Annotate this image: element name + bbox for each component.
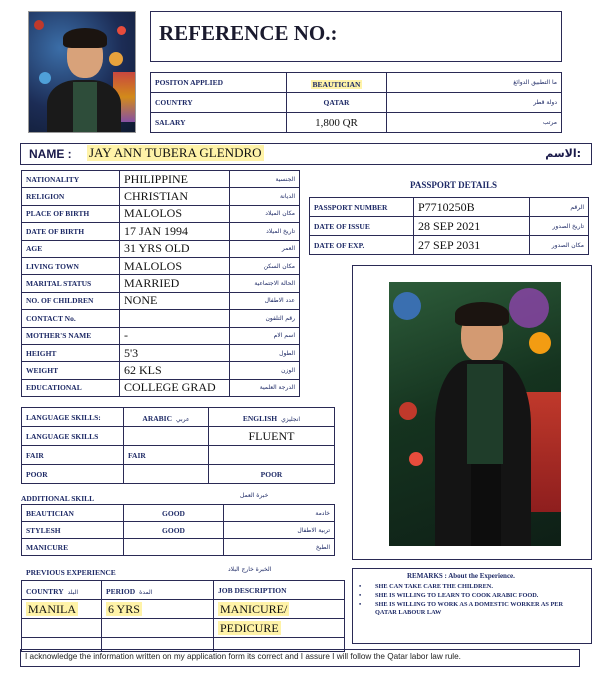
passport-label-ar: تاريخ الصدور — [530, 217, 589, 236]
language-english-poor: POOR — [209, 465, 335, 484]
additional-value — [124, 539, 224, 556]
remarks-item — [359, 601, 585, 617]
personal-label: NO. OF CHILDREN — [22, 292, 120, 309]
remarks-title: REMARKS — [407, 572, 443, 580]
personal-label-ar: اسم الام — [230, 327, 300, 344]
personal-row — [22, 344, 300, 361]
footer-box — [20, 649, 580, 667]
personal-label: NATIONALITY — [22, 171, 120, 188]
personal-row — [22, 257, 300, 274]
personal-label: MOTHER'S NAME — [22, 327, 120, 344]
personal-label: WEIGHT — [22, 362, 120, 379]
passport-label: DATE OF EXP. — [310, 236, 414, 255]
personal-value: 62 KLS — [120, 362, 230, 379]
passport-label: PASSPORT NUMBER — [310, 198, 414, 217]
personal-value: 17 JAN 1994 — [120, 223, 230, 240]
personal-label-ar: العمر — [230, 240, 300, 257]
additional-label: MANICURE — [22, 539, 124, 556]
additional-row — [22, 505, 335, 522]
remarks-item-text: SHE IS WILLING TO WORK AS A DOMESTIC WORKER AS PER QATAR LABOUR LAW — [375, 601, 564, 616]
personal-value: COLLEGE GRAD — [120, 379, 230, 396]
personal-row — [22, 292, 300, 309]
salary-value: 1,800 QR — [287, 113, 387, 133]
additional-label: BEAUTICIAN — [22, 505, 124, 522]
name-bar — [20, 143, 592, 165]
personal-value: MARRIED — [120, 275, 230, 292]
additional-label: STYLESH — [22, 522, 124, 539]
personal-value: NONE — [120, 292, 230, 309]
passport-row — [310, 198, 589, 217]
reference-title: REFERENCE NO.: — [159, 21, 338, 45]
additional-label-ar: تربية الاطفال — [224, 522, 335, 539]
language-header-1: LANGUAGE SKILLS: — [22, 408, 124, 427]
exp-country-header: COUNTRY — [26, 587, 64, 596]
experience-title: PREVIOUS EXPERIENCE — [26, 568, 116, 577]
personal-label: CONTACT No. — [22, 310, 120, 327]
salary-label: SALARY — [151, 113, 287, 133]
language-row2-label: FAIR — [22, 446, 124, 465]
additional-label-ar: خادمة — [224, 505, 335, 522]
bullet-icon: • — [359, 601, 362, 608]
personal-label-ar: الجنسية — [230, 171, 300, 188]
personal-label-ar: الوزن — [230, 362, 300, 379]
name-label: NAME : — [29, 147, 72, 161]
position-label: POSITON APPLIED — [151, 73, 287, 93]
salary-ar: مرتب — [387, 113, 562, 133]
exp-job-value-2: PEDICURE — [220, 621, 279, 635]
personal-row — [22, 310, 300, 327]
personal-value: CHRISTIAN — [120, 188, 230, 205]
remarks-item — [359, 592, 585, 600]
personal-row — [22, 327, 300, 344]
personal-row — [22, 379, 300, 396]
personal-value: PHILIPPINE — [120, 171, 230, 188]
personal-value — [120, 310, 230, 327]
exp-period-header-ar: المدة — [139, 589, 153, 596]
experience-table — [21, 580, 345, 652]
personal-value: MALOLOS — [120, 257, 230, 274]
remarks-item-text: SHE CAN TAKE CARE THE CHILDREN. — [375, 583, 493, 590]
passport-table — [309, 197, 589, 255]
language-english-level: FLUENT — [209, 427, 335, 446]
personal-label: HEIGHT — [22, 344, 120, 361]
additional-value: GOOD — [124, 505, 224, 522]
exp-job-header: JOB DESCRIPTION — [214, 581, 345, 600]
remarks-subtitle: : About the Experience. — [444, 572, 515, 580]
personal-label-ar: الطول — [230, 344, 300, 361]
name-ar: الاسم: — [545, 147, 581, 160]
passport-label-ar: الرقم — [530, 198, 589, 217]
personal-label-ar: الدرجة العلمية — [230, 379, 300, 396]
language-english-header-ar: انجليزي — [281, 416, 301, 423]
personal-value: MALOLOS — [120, 205, 230, 222]
passport-row — [310, 217, 589, 236]
passport-label-ar: مكان الصدور — [530, 236, 589, 255]
additional-title-ar: خبرة العمل — [240, 492, 269, 499]
name-value: JAY ANN TUBERA GLENDRO — [89, 145, 262, 160]
passport-value: 28 SEP 2021 — [414, 217, 530, 236]
personal-label: MARITAL STATUS — [22, 275, 120, 292]
language-arabic-header-ar: عربي — [176, 416, 190, 423]
language-arabic-header: ARABIC — [142, 414, 173, 423]
experience-title-ar: الخبرة خارج البلاد — [228, 566, 272, 573]
additional-title: ADDITIONAL SKILL — [21, 494, 95, 503]
personal-label: PLACE OF BIRTH — [22, 205, 120, 222]
personal-row — [22, 240, 300, 257]
language-table — [21, 407, 335, 484]
personal-label-ar: الديانة — [230, 188, 300, 205]
personal-value: - — [120, 327, 230, 344]
passport-label: DATE OF ISSUE — [310, 217, 414, 236]
country-ar: دولة قطر — [387, 93, 562, 113]
passport-row — [310, 236, 589, 255]
additional-label-ar: الطبخ — [224, 539, 335, 556]
personal-label: EDUCATIONAL — [22, 379, 120, 396]
country-label: COUNTRY — [151, 93, 287, 113]
reference-box — [150, 11, 562, 62]
position-table — [150, 72, 562, 133]
passport-value: P7710250B — [414, 198, 530, 217]
personal-label-ar: رقم التلفون — [230, 310, 300, 327]
exp-country-header-ar: البلد — [67, 589, 79, 596]
additional-table — [21, 504, 335, 556]
footer-text: I acknowledge the information written on my application form its correct and I assure I will follow the Qatar labor law rule. — [25, 652, 461, 661]
personal-row — [22, 362, 300, 379]
bullet-icon: • — [359, 592, 362, 599]
personal-label-ar: مكان الميلاد — [230, 205, 300, 222]
additional-row — [22, 539, 335, 556]
personal-row — [22, 275, 300, 292]
personal-label-ar: تاريخ الميلاد — [230, 223, 300, 240]
profile-photo-large — [389, 282, 561, 546]
passport-value: 27 SEP 2031 — [414, 236, 530, 255]
profile-photo-small — [28, 11, 136, 133]
personal-table — [21, 170, 300, 397]
personal-label: AGE — [22, 240, 120, 257]
position-ar: ما التطبيق الدوائغ — [387, 73, 562, 93]
personal-label-ar: عدد الاطفال — [230, 292, 300, 309]
personal-row — [22, 205, 300, 222]
passport-title: PASSPORT DETAILS — [410, 180, 497, 190]
personal-label-ar: الحالة الاجتماعية — [230, 275, 300, 292]
remarks-item — [359, 583, 585, 591]
remarks-item-text: SHE IS WILLING TO LEARN TO COOK ARABIC FOOD. — [375, 592, 539, 599]
language-row1-label: LANGUAGE SKILLS — [22, 427, 124, 446]
language-row3-label: POOR — [22, 465, 124, 484]
exp-job-value-1: MANICURE/ — [220, 602, 288, 616]
exp-period-value: 6 YRS — [108, 602, 140, 616]
additional-value: GOOD — [124, 522, 224, 539]
exp-period-header: PERIOD — [106, 587, 136, 596]
position-value: BEAUTICIAN — [312, 79, 361, 89]
personal-row — [22, 171, 300, 188]
personal-label: DATE OF BIRTH — [22, 223, 120, 240]
personal-label: LIVING TOWN — [22, 257, 120, 274]
personal-label-ar: مكان السكن — [230, 257, 300, 274]
exp-country-value: MANILA — [28, 602, 76, 616]
personal-row — [22, 188, 300, 205]
personal-label: RELIGION — [22, 188, 120, 205]
personal-value: 5'3 — [120, 344, 230, 361]
language-arabic-level: FAIR — [124, 446, 209, 465]
personal-value: 31 YRS OLD — [120, 240, 230, 257]
country-value: QATAR — [287, 93, 387, 113]
remarks-box — [352, 568, 592, 644]
language-english-header: ENGLISH — [242, 414, 278, 423]
additional-row — [22, 522, 335, 539]
personal-row — [22, 223, 300, 240]
bullet-icon: • — [359, 583, 362, 590]
